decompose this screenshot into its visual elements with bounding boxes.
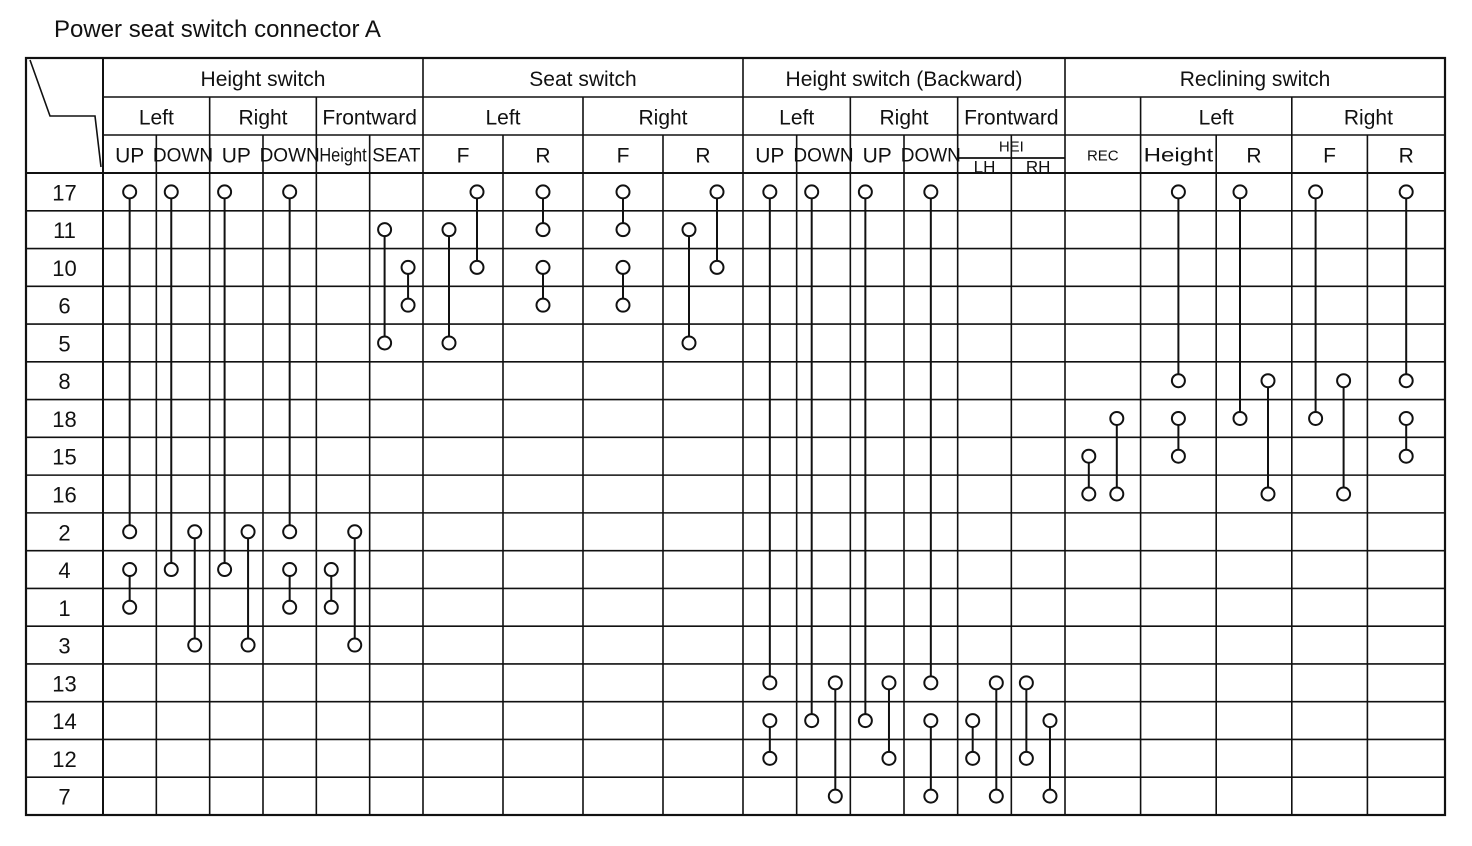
column-header: SEAT xyxy=(372,145,421,167)
terminal-circle xyxy=(683,223,696,236)
column-header: REC xyxy=(1086,147,1119,165)
pin-label-7: 7 xyxy=(58,784,71,810)
terminal-circle xyxy=(348,525,361,538)
terminal-circle xyxy=(1110,488,1123,501)
group-header-heightback: Height switch (Backward) xyxy=(785,68,1023,91)
terminal-circle xyxy=(882,752,895,765)
terminal-circle xyxy=(1172,412,1185,425)
pin-label-3: 3 xyxy=(58,633,71,659)
terminal-circle xyxy=(283,601,296,614)
column-header: F xyxy=(1323,144,1337,168)
terminal-circle xyxy=(242,639,255,652)
page-title: Power seat switch connector A xyxy=(54,16,381,43)
terminal-circle xyxy=(1082,488,1095,501)
pin-label-11: 11 xyxy=(53,218,76,244)
terminal-circle xyxy=(805,185,818,198)
terminal-circle xyxy=(283,525,296,538)
terminal-circle xyxy=(617,299,630,312)
column-header: Height xyxy=(1143,145,1215,167)
terminal-circle xyxy=(711,261,724,274)
pin-label-10: 10 xyxy=(52,255,77,281)
terminal-circle xyxy=(325,563,338,576)
terminal-circle xyxy=(537,223,550,236)
subgroup-header: Frontward xyxy=(964,106,1059,130)
terminal-circle xyxy=(683,336,696,349)
terminal-circle xyxy=(1082,450,1095,463)
terminal-circle xyxy=(537,185,550,198)
subgroup-header: Right xyxy=(1343,106,1393,130)
terminal-circle xyxy=(924,185,937,198)
column-header: Height xyxy=(319,145,368,167)
terminal-circle xyxy=(378,223,391,236)
pin-label-2: 2 xyxy=(58,520,71,546)
pin-label-14: 14 xyxy=(52,709,77,735)
column-header: DOWN xyxy=(793,145,854,167)
terminal-circle xyxy=(966,714,979,727)
terminal-circle xyxy=(348,639,361,652)
terminal-circle xyxy=(402,299,415,312)
column-header: R xyxy=(1246,144,1262,168)
terminal-circle xyxy=(882,676,895,689)
terminal-circle xyxy=(165,563,178,576)
terminal-circle xyxy=(537,261,550,274)
pin-label-15: 15 xyxy=(52,444,77,470)
subgroup-header: Left xyxy=(138,106,174,130)
terminal-circle xyxy=(218,185,231,198)
group-header-reclining: Reclining switch xyxy=(1179,68,1331,91)
subgroup-header: Left xyxy=(779,106,815,130)
terminal-circle xyxy=(471,185,484,198)
terminal-circle xyxy=(829,676,842,689)
terminal-circle xyxy=(242,525,255,538)
terminal-circle xyxy=(617,223,630,236)
pin-label-12: 12 xyxy=(52,746,77,772)
pin-label-17: 17 xyxy=(52,180,77,206)
column-header: UP xyxy=(221,144,251,168)
terminal-circle xyxy=(188,525,201,538)
terminal-circle xyxy=(1043,790,1056,803)
column-header: F xyxy=(616,144,630,168)
column-header: UP xyxy=(115,144,145,168)
column-header: DOWN xyxy=(900,145,961,167)
pin-label-13: 13 xyxy=(52,671,77,697)
column-header: R xyxy=(535,144,551,168)
terminal-circle xyxy=(443,336,456,349)
terminal-circle xyxy=(471,261,484,274)
terminal-circle xyxy=(123,185,136,198)
terminal-circle xyxy=(402,261,415,274)
terminal-circle xyxy=(711,185,724,198)
terminal-circle xyxy=(763,185,776,198)
terminal-circle xyxy=(805,714,818,727)
terminal-circle xyxy=(537,299,550,312)
pin-label-5: 5 xyxy=(58,331,71,357)
terminal-circle xyxy=(859,714,872,727)
terminal-circle xyxy=(165,185,178,198)
terminal-circle xyxy=(1172,185,1185,198)
terminal-circle xyxy=(1110,412,1123,425)
pin-label-1: 1 xyxy=(58,595,71,621)
terminal-circle xyxy=(1400,450,1413,463)
column-header: UP xyxy=(755,144,785,168)
column-sublabel: HEI xyxy=(998,138,1024,156)
column-header: DOWN xyxy=(259,145,320,167)
terminal-circle xyxy=(859,185,872,198)
terminal-circle xyxy=(378,336,391,349)
subgroup-header: Right xyxy=(879,106,929,130)
terminal-circle xyxy=(990,790,1003,803)
subgroup-header: Right xyxy=(238,106,288,130)
terminal-circle xyxy=(617,261,630,274)
terminal-circle xyxy=(1400,374,1413,387)
pin-label-18: 18 xyxy=(52,406,77,432)
column-header: UP xyxy=(862,144,892,168)
terminal-circle xyxy=(1020,676,1033,689)
terminal-circle xyxy=(123,525,136,538)
terminal-circle xyxy=(1172,374,1185,387)
subgroup-header: Frontward xyxy=(322,106,417,130)
terminal-circle xyxy=(1043,714,1056,727)
terminal-circle xyxy=(763,714,776,727)
terminal-circle xyxy=(218,563,231,576)
column-header: R xyxy=(1398,144,1414,168)
column-header: RH xyxy=(1025,157,1051,177)
terminal-circle xyxy=(1337,374,1350,387)
group-header-height: Height switch xyxy=(200,68,326,91)
column-header: F xyxy=(456,144,470,168)
subgroup-header: Right xyxy=(638,106,688,130)
group-header-seat: Seat switch xyxy=(529,68,637,91)
terminal-circle xyxy=(1234,412,1247,425)
terminal-circle xyxy=(1262,488,1275,501)
pin-label-16: 16 xyxy=(52,482,77,508)
terminal-circle xyxy=(123,563,136,576)
terminal-circle xyxy=(617,185,630,198)
terminal-circle xyxy=(763,676,776,689)
terminal-circle xyxy=(1309,412,1322,425)
column-header: R xyxy=(695,144,711,168)
terminal-circle xyxy=(1020,752,1033,765)
terminal-circle xyxy=(829,790,842,803)
terminal-circle xyxy=(924,714,937,727)
terminal-circle xyxy=(924,790,937,803)
pin-label-8: 8 xyxy=(58,369,71,395)
terminal-circle xyxy=(123,601,136,614)
terminal-circle xyxy=(1172,450,1185,463)
terminal-circle xyxy=(283,563,296,576)
terminal-circle xyxy=(443,223,456,236)
terminal-circle xyxy=(188,639,201,652)
terminal-circle xyxy=(283,185,296,198)
terminal-circle xyxy=(1234,185,1247,198)
terminal-circle xyxy=(325,601,338,614)
terminal-circle xyxy=(1309,185,1322,198)
pin-label-4: 4 xyxy=(58,558,71,584)
pin-label-6: 6 xyxy=(58,293,71,319)
terminal-circle xyxy=(924,676,937,689)
terminal-circle xyxy=(1400,412,1413,425)
terminal-circle xyxy=(1400,185,1413,198)
corner-notch-mark xyxy=(30,60,101,167)
terminal-circle xyxy=(763,752,776,765)
terminal-circle xyxy=(966,752,979,765)
column-header: DOWN xyxy=(152,145,214,167)
terminal-circle xyxy=(990,676,1003,689)
subgroup-header: Left xyxy=(1198,106,1234,130)
subgroup-header: Left xyxy=(485,106,521,130)
terminal-circle xyxy=(1337,488,1350,501)
terminal-circle xyxy=(1262,374,1275,387)
column-header: LH xyxy=(973,157,996,177)
